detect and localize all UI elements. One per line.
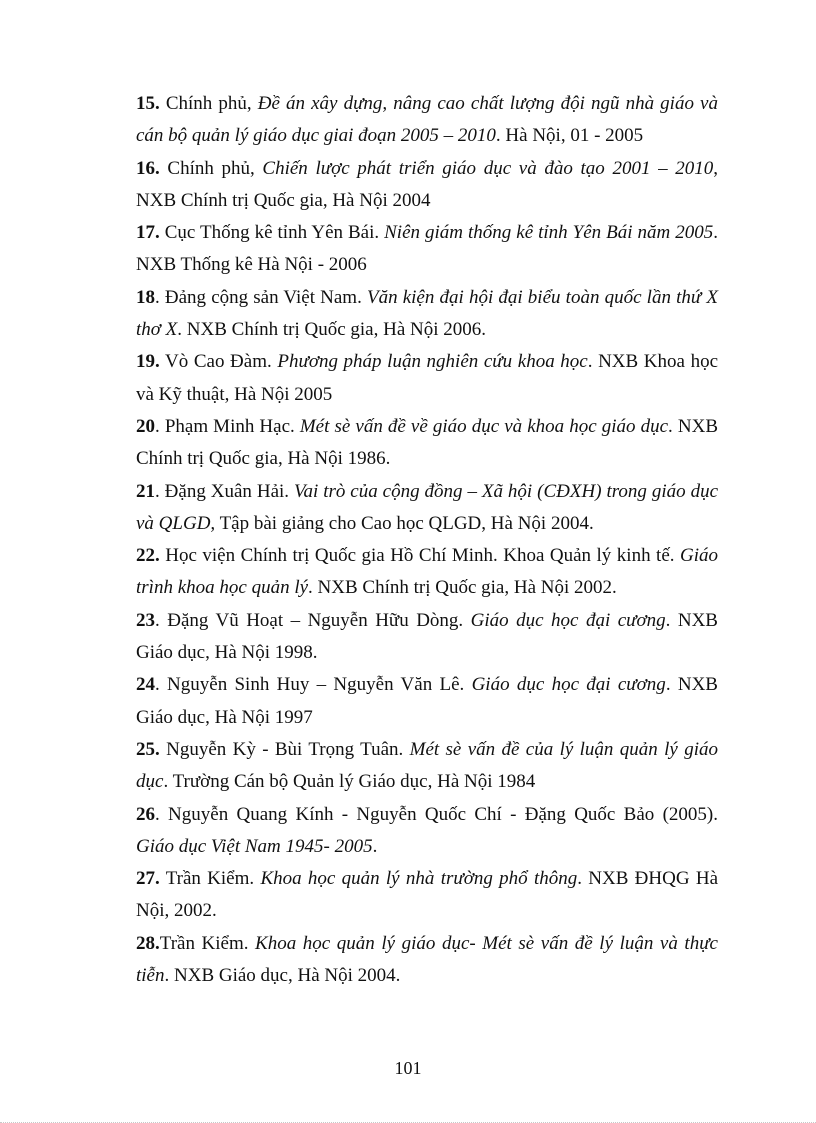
reference-publisher: . NXB Chính trị Quốc gia, Hà Nội 1986. [136,415,718,470]
reference-number: 21 [136,480,155,502]
reference-number: 20 [136,415,155,437]
reference-author: Trần Kiểm. [159,868,261,890]
reference-number: 28. [136,932,160,954]
reference-item [136,282,718,347]
reference-publisher: . NXB Giáo dục, Hà Nội 2004. [164,965,401,987]
reference-publisher: . NXB ĐHQG Hà Nội, 2002. [136,868,719,922]
reference-author: Chính phủ, [159,93,258,114]
reference-author: . Đảng cộng sản Việt Nam. [155,286,367,308]
reference-number: 26 [136,803,155,825]
reference-title: Phương pháp luận nghiên cứu khoa học [277,351,588,373]
reference-item [136,153,718,218]
reference-author: . Đặng Xuân Hải. [155,480,294,502]
reference-title: Giáo trình khoa học quản lý [136,545,718,599]
reference-title: Đề án xây dựng, nâng cao chất lượng đội ngũ nhà giáo và cán bộ quản lý giáo dục giai đoạn 2005 – 2010 [136,93,718,147]
reference-author: . Phạm Minh Hạc. [155,415,300,437]
reference-author: Nguyễn Kỳ - Bùi Trọng Tuân. [159,738,410,760]
reference-publisher: . NXB Khoa học và Kỹ thuật, Hà Nội 2005 [136,351,719,405]
reference-item [136,734,718,799]
reference-item [136,88,718,153]
reference-number: 16. [136,157,160,179]
reference-item [136,411,718,476]
reference-list [136,88,718,992]
reference-title: Mét sè vấn đề về giáo dục và khoa học giáo dục [299,415,669,437]
reference-item [136,346,718,411]
reference-number: 22. [136,545,160,567]
reference-publisher: Tập bài giảng cho Cao học QLGD, Hà Nội 2004. [215,512,594,534]
reference-item [136,476,718,541]
reference-publisher: . NXB Chính trị Quốc gia, Hà Nội 2002. [308,577,617,599]
reference-item [136,928,718,993]
reference-title: Giáo dục học đại cương [471,674,666,696]
reference-item [136,605,718,670]
reference-title: Giáo dục học đại cương [470,609,666,631]
reference-author: Trần Kiểm. [159,932,256,954]
reference-publisher: . NXB Giáo dục, Hà Nội 1997 [136,674,718,728]
reference-publisher: . [372,835,378,857]
reference-number: 17. [136,222,160,244]
reference-item [136,217,718,282]
reference-publisher: . NXB Giáo dục, Hà Nội 1998. [136,609,718,664]
reference-title: Khoa học quản lý giáo dục- Mét sè vấn đề lý luận và thực tiễn [136,932,718,987]
reference-publisher: . Trường Cán bộ Quản lý Giáo dục, Hà Nội 1984 [163,771,536,793]
reference-publisher: . NXB Chính trị Quốc gia, Hà Nội 2006. [177,319,487,341]
reference-number: 18 [136,286,155,308]
reference-title: Khoa học quản lý nhà trường phổ thông [260,868,578,890]
reference-author: Vò Cao Đàm. [159,351,278,373]
reference-author: Chính phủ, [159,157,263,179]
reference-title: Mét sè vấn đề của lý luận quản lý giáo dục [136,738,718,793]
reference-publisher: , NXB Chính trị Quốc gia, Hà Nội 2004 [136,157,719,211]
reference-title: Chiến lược phát triển giáo dục và đào tạo 2001 – 2010 [262,157,714,179]
reference-publisher: . Hà Nội, 01 - 2005 [495,125,644,147]
reference-author: Học viện Chính trị Quốc gia Hồ Chí Minh. Khoa Quản lý kinh tế. [159,545,680,567]
reference-number: 27. [136,868,160,890]
reference-item [136,669,718,734]
reference-number: 23 [136,609,155,631]
reference-number: 15. [136,93,160,114]
reference-author: . Nguyễn Quang Kính - Nguyễn Quốc Chí - Đặng Quốc Bảo (2005). [155,803,718,825]
reference-title: Niên giám thống kê tỉnh Yên Bái năm 2005 [384,222,714,244]
reference-item [136,863,718,928]
reference-title: Giáo dục Việt Nam 1945- 2005 [136,835,373,857]
reference-author: . Nguyễn Sinh Huy – Nguyễn Văn Lê. [155,674,472,696]
reference-author: Cục Thống kê tỉnh Yên Bái. [159,222,385,244]
reference-title: Vai trò của cộng đồng – Xã hội (CĐXH) trong giáo dục và QLGD, [136,480,718,534]
reference-item [136,799,718,864]
reference-number: 19. [136,351,160,373]
reference-publisher: . NXB Thống kê Hà Nội - 2006 [136,222,718,276]
page-number: 101 [394,1058,422,1078]
reference-title: Văn kiện đại hội đại biểu toàn quốc lần thứ X thơ X [136,286,718,341]
reference-item [136,540,718,605]
reference-number: 24 [136,674,155,696]
reference-number: 25. [136,738,160,760]
reference-author: . Đặng Vũ Hoạt – Nguyễn Hữu Dòng. [155,609,471,631]
